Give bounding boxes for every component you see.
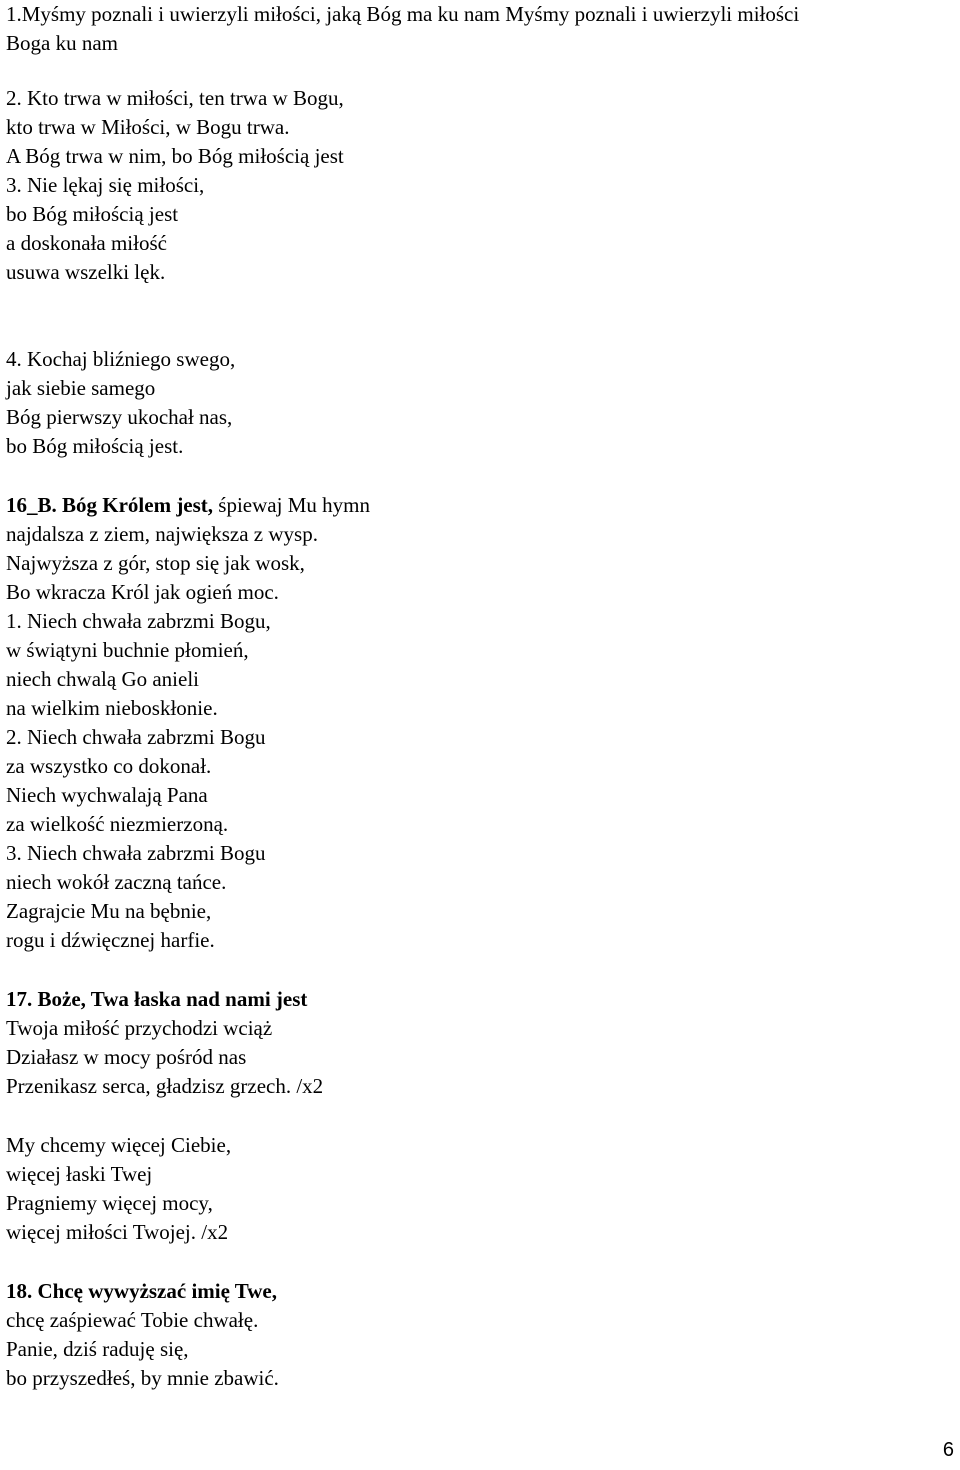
song-verse-4 <box>6 345 235 461</box>
song-title: 17. Boże, Twa łaska nad nami jest <box>6 987 308 1011</box>
text-line: niech wokół zaczną tańce. <box>6 870 227 894</box>
text-line: za wszystko co dokonał. <box>6 754 212 778</box>
song-18 <box>6 1277 279 1393</box>
text-line: więcej łaski Twej <box>6 1162 153 1186</box>
text-line: Pragniemy więcej mocy, <box>6 1191 213 1215</box>
text-line: bo Bóg miłością jest <box>6 202 179 226</box>
text-line: Bo wkracza Król jak ogień moc. <box>6 580 279 604</box>
text-line: bo Bóg miłością jest. <box>6 434 184 458</box>
text-line: My chcemy więcej Ciebie, <box>6 1133 232 1157</box>
text-line: Boga ku nam <box>6 31 118 55</box>
song-title: 18. Chcę wywyższać imię Twe, <box>6 1279 277 1303</box>
page-number: 6 <box>942 1439 954 1461</box>
text-line: Przenikasz serca, gładzisz grzech. /x2 <box>6 1074 324 1098</box>
text-line: Niech wychwalają Pana <box>6 783 208 807</box>
text-line: 4. Kochaj bliźniego swego, <box>6 347 236 371</box>
song-17-chorus <box>6 1131 231 1247</box>
text-line: 3. Niech chwała zabrzmi Bogu <box>6 841 266 865</box>
text-line: usuwa wszelki lęk. <box>6 260 166 284</box>
text-line: A Bóg trwa w nim, bo Bóg miłością jest <box>6 144 344 168</box>
text-line: bo przyszedłeś, by mnie zbawić. <box>6 1366 279 1390</box>
text-line: Najwyższa z gór, stop się jak wosk, <box>6 551 305 575</box>
text-line: jak siebie samego <box>6 376 156 400</box>
text-line: więcej miłości Twojej. /x2 <box>6 1220 229 1244</box>
song-title: 16_B. Bóg Królem jest, <box>6 493 214 517</box>
text-line: 1.Myśmy poznali i uwierzyli miłości, jaką Bóg ma ku nam Myśmy poznali i uwierzyli miłości <box>6 2 800 26</box>
song-verse-2 <box>6 84 344 171</box>
text-line: Twoja miłość przychodzi wciąż <box>6 1016 273 1040</box>
text-line: najdalsza z ziem, największa z wysp. <box>6 522 318 546</box>
song-verse-3 <box>6 171 204 287</box>
text-line: 1. Niech chwała zabrzmi Bogu, <box>6 609 271 633</box>
text-line: Bóg pierwszy ukochał nas, <box>6 405 233 429</box>
text-line: Panie, dziś raduję się, <box>6 1337 189 1361</box>
text-line: a doskonała miłość <box>6 231 167 255</box>
song-title-line <box>6 491 370 520</box>
text-line: na wielkim nieboskłonie. <box>6 696 218 720</box>
text-line: Zagrajcie Mu na bębnie, <box>6 899 212 923</box>
text-line: kto trwa w Miłości, w Bogu trwa. <box>6 115 290 139</box>
text-line: 2. Niech chwała zabrzmi Bogu <box>6 725 266 749</box>
song-17 <box>6 985 323 1101</box>
text-line: w świątyni buchnie płomień, <box>6 638 249 662</box>
song-title-continuation: śpiewaj Mu hymn <box>213 493 370 517</box>
text-line: niech chwalą Go anieli <box>6 667 199 691</box>
text-line: 3. Nie lękaj się miłości, <box>6 173 205 197</box>
text-line: 2. Kto trwa w miłości, ten trwa w Bogu, <box>6 86 344 110</box>
song-16b <box>6 491 370 955</box>
text-line: chcę zaśpiewać Tobie chwałę. <box>6 1308 259 1332</box>
text-line: Działasz w mocy pośród nas <box>6 1045 247 1069</box>
text-line: za wielkość niezmierzoną. <box>6 812 229 836</box>
text-line: rogu i dźwięcznej harfie. <box>6 928 215 952</box>
song-fragment-1 <box>6 0 799 58</box>
